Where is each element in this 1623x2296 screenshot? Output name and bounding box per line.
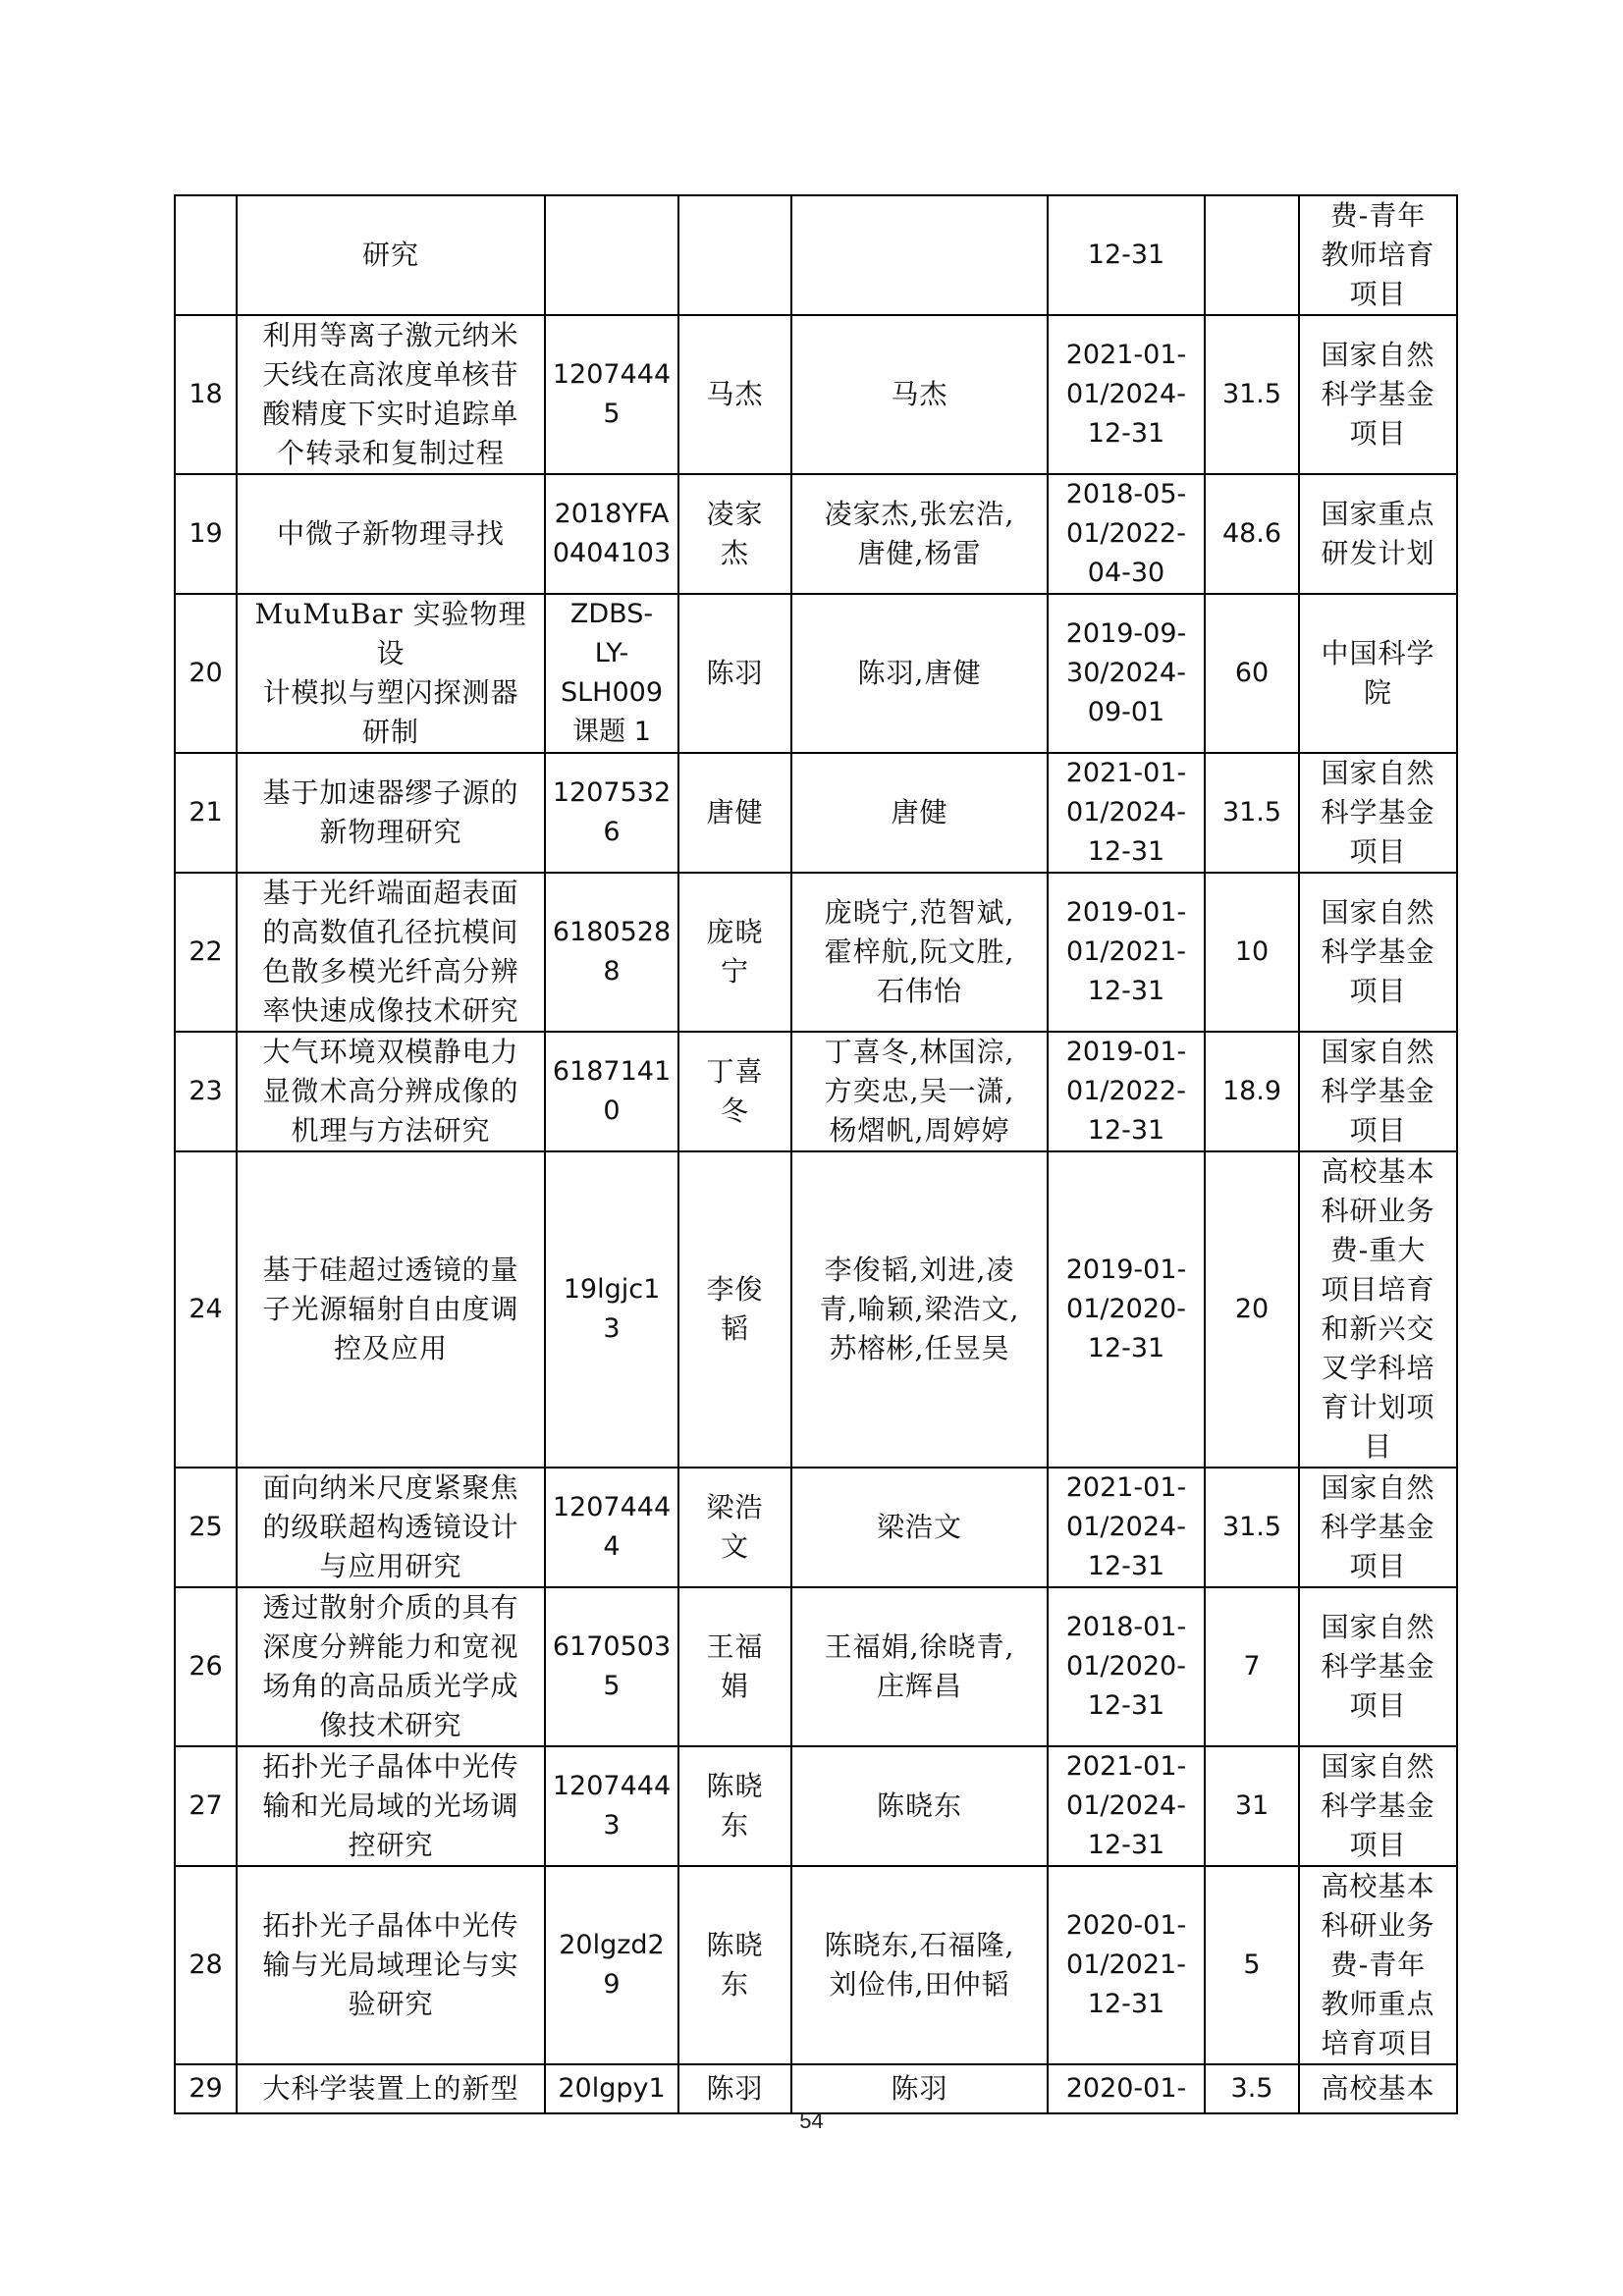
project-code: 20lgzd2 9 xyxy=(559,1930,665,2000)
project-members-cell xyxy=(791,1587,1048,1746)
project-members-cell xyxy=(791,1151,1048,1468)
project-code: 6180528 8 xyxy=(552,917,672,987)
row-number-cell xyxy=(175,1866,237,2064)
row-number: 19 xyxy=(189,518,223,549)
project-leader-cell xyxy=(678,1468,791,1587)
project-leader-cell xyxy=(678,2064,791,2113)
project-source: 国家自然 科学基金 项目 xyxy=(1321,896,1435,1007)
project-members-cell xyxy=(791,1866,1048,2064)
row-number: 24 xyxy=(189,1294,223,1324)
project-members-cell xyxy=(791,315,1048,474)
project-members-cell xyxy=(791,873,1048,1032)
project-name: 基于加速器缪子源的 新物理研究 xyxy=(262,776,519,848)
project-period-cell xyxy=(1048,315,1205,474)
project-amount: 31.5 xyxy=(1221,379,1282,409)
project-code: 1207444 4 xyxy=(552,1492,672,1562)
project-period: 2019-01- 01/2021- 12-31 xyxy=(1065,897,1187,1006)
row-number-cell xyxy=(175,1032,237,1151)
project-code: 20lgpy1 xyxy=(558,2073,666,2104)
project-table xyxy=(174,194,1458,2114)
project-source-cell xyxy=(1299,474,1457,594)
project-leader: 唐健 xyxy=(706,796,764,828)
row-number: 20 xyxy=(189,658,223,688)
project-period: 2020-01- xyxy=(1065,2073,1187,2104)
project-period: 2021-01- 01/2024- 12-31 xyxy=(1065,340,1187,449)
project-leader-cell xyxy=(678,1151,791,1468)
row-number-cell xyxy=(175,1587,237,1746)
project-name: 透过散射介质的具有 深度分辨能力和宽视 场角的高品质光学成 像技术研究 xyxy=(262,1591,519,1741)
project-leader-cell xyxy=(678,594,791,753)
project-members-cell xyxy=(791,594,1048,753)
project-name: 大气环境双模静电力 显微术高分辨成像的 机理与方法研究 xyxy=(262,1036,519,1147)
project-members: 陈晓东 xyxy=(876,1789,962,1822)
project-name-cell xyxy=(237,1151,545,1468)
project-code-cell xyxy=(545,315,678,474)
project-leader: 梁浩 文 xyxy=(706,1491,764,1563)
project-code-cell xyxy=(545,1746,678,1866)
project-code: ZDBS- LY- SLH009 课题 1 xyxy=(560,599,664,747)
project-period-cell xyxy=(1048,2064,1205,2113)
project-members: 马杰 xyxy=(891,378,948,410)
project-leader: 陈晓 东 xyxy=(706,1770,764,1842)
row-number: 25 xyxy=(189,1512,223,1542)
table-row xyxy=(175,474,1457,594)
project-name: 中微子新物理寻找 xyxy=(276,517,505,550)
project-members-cell xyxy=(791,195,1048,315)
project-source: 高校基本 xyxy=(1321,2072,1435,2105)
project-source: 国家自然 科学基金 项目 xyxy=(1321,339,1435,450)
project-leader-cell xyxy=(678,1587,791,1746)
project-name: 研究 xyxy=(361,239,419,271)
project-leader-cell xyxy=(678,1032,791,1151)
project-code: 6187141 0 xyxy=(552,1056,672,1126)
project-leader-cell xyxy=(678,873,791,1032)
project-source-cell xyxy=(1299,1468,1457,1587)
project-source: 中国科学 院 xyxy=(1321,637,1435,709)
project-period-cell xyxy=(1048,1468,1205,1587)
project-period: 2020-01- 01/2021- 12-31 xyxy=(1065,1910,1187,2019)
project-source-cell xyxy=(1299,195,1457,315)
project-amount-cell xyxy=(1205,1746,1299,1866)
row-number: 18 xyxy=(189,379,223,409)
row-number-cell xyxy=(175,1746,237,1866)
project-source-cell xyxy=(1299,873,1457,1032)
project-source: 国家自然 科学基金 项目 xyxy=(1321,1750,1435,1861)
project-members: 丁喜冬,林国淙, 方奕忠,吴一潇, 杨熠帆,周婷婷 xyxy=(824,1036,1015,1147)
project-period-cell xyxy=(1048,1151,1205,1468)
project-source: 国家自然 科学基金 项目 xyxy=(1321,1036,1435,1147)
project-members-cell xyxy=(791,1032,1048,1151)
project-name: 面向纳米尺度紧聚焦 的级联超构透镜设计 与应用研究 xyxy=(262,1471,519,1582)
project-leader: 李俊 韬 xyxy=(706,1273,764,1345)
project-amount: 31.5 xyxy=(1221,1512,1282,1542)
project-name-cell xyxy=(237,315,545,474)
table-row xyxy=(175,2064,1457,2113)
project-period-cell xyxy=(1048,594,1205,753)
page-number: 54 xyxy=(799,2109,824,2133)
project-source-cell xyxy=(1299,594,1457,753)
project-source-cell xyxy=(1299,2064,1457,2113)
project-period-cell xyxy=(1048,873,1205,1032)
table-row xyxy=(175,315,1457,474)
project-name-cell xyxy=(237,1032,545,1151)
project-amount: 31 xyxy=(1234,1790,1270,1821)
row-number-cell xyxy=(175,1151,237,1468)
project-name: 拓扑光子晶体中光传 输与光局域理论与实 验研究 xyxy=(262,1909,519,2020)
project-name: MuMuBar 实验物理设 计模拟与塑闪探测器 研制 xyxy=(254,598,527,748)
project-code-cell xyxy=(545,1032,678,1151)
project-leader-cell xyxy=(678,1746,791,1866)
table-row xyxy=(175,1866,1457,2064)
project-members: 王福娟,徐晓青, 庄辉昌 xyxy=(824,1630,1015,1702)
project-leader: 陈羽 xyxy=(706,657,764,689)
project-name-cell xyxy=(237,1587,545,1746)
project-members: 庞晓宁,范智斌, 霍梓航,阮文胜, 石伟怡 xyxy=(824,896,1015,1007)
project-amount: 5 xyxy=(1243,1949,1261,1980)
row-number-cell xyxy=(175,315,237,474)
project-source-cell xyxy=(1299,1587,1457,1746)
project-period: 2021-01- 01/2024- 12-31 xyxy=(1065,1472,1187,1581)
project-code: 1207444 5 xyxy=(552,359,672,429)
project-name-cell xyxy=(237,195,545,315)
project-period: 2019-01- 01/2020- 12-31 xyxy=(1065,1255,1187,1363)
project-leader: 马杰 xyxy=(706,378,764,410)
project-amount: 60 xyxy=(1234,658,1270,688)
project-period: 2018-05- 01/2022- 04-30 xyxy=(1065,479,1187,588)
project-code-cell xyxy=(545,195,678,315)
table-row xyxy=(175,1587,1457,1746)
project-name-cell xyxy=(237,2064,545,2113)
project-members: 陈羽 xyxy=(891,2072,948,2105)
row-number: 23 xyxy=(189,1076,223,1106)
row-number-cell xyxy=(175,753,237,873)
table-row xyxy=(175,594,1457,753)
project-leader-cell xyxy=(678,1866,791,2064)
project-name: 大科学装置上的新型 xyxy=(262,2072,519,2105)
project-members-cell xyxy=(791,753,1048,873)
project-code-cell xyxy=(545,474,678,594)
project-name: 拓扑光子晶体中光传 输和光局域的光场调 控研究 xyxy=(262,1750,519,1861)
project-code: 19lgjc1 3 xyxy=(563,1274,661,1344)
project-source: 高校基本 科研业务 费-青年 教师重点 培育项目 xyxy=(1321,1870,1435,2059)
project-leader-cell xyxy=(678,315,791,474)
row-number: 27 xyxy=(189,1790,223,1821)
project-amount-cell xyxy=(1205,1866,1299,2064)
project-source-cell xyxy=(1299,753,1457,873)
project-code-cell xyxy=(545,753,678,873)
project-code: 1207532 6 xyxy=(552,777,672,847)
project-members-cell xyxy=(791,474,1048,594)
project-leader: 陈羽 xyxy=(706,2072,764,2105)
project-amount-cell xyxy=(1205,594,1299,753)
project-source: 高校基本 科研业务 费-重大 项目培育 和新兴交 叉学科培 育计划项 目 xyxy=(1321,1155,1435,1463)
project-amount-cell xyxy=(1205,873,1299,1032)
table-row xyxy=(175,1151,1457,1468)
project-leader-cell xyxy=(678,474,791,594)
project-name-cell xyxy=(237,1746,545,1866)
project-leader: 王福 娟 xyxy=(706,1630,764,1702)
project-code-cell xyxy=(545,1866,678,2064)
row-number-cell xyxy=(175,195,237,315)
project-leader-cell xyxy=(678,753,791,873)
project-period-cell xyxy=(1048,753,1205,873)
row-number-cell xyxy=(175,2064,237,2113)
table-row xyxy=(175,1746,1457,1866)
project-source: 国家自然 科学基金 项目 xyxy=(1321,1471,1435,1582)
project-leader: 凌家 杰 xyxy=(706,498,764,569)
project-source: 费-青年 教师培育 项目 xyxy=(1321,199,1435,310)
row-number: 22 xyxy=(189,936,223,967)
project-source-cell xyxy=(1299,1151,1457,1468)
project-name: 基于硅超过透镜的量 子光源辐射自由度调 控及应用 xyxy=(262,1254,519,1364)
table-row xyxy=(175,873,1457,1032)
project-amount: 18.9 xyxy=(1221,1076,1282,1106)
project-amount: 3.5 xyxy=(1230,2073,1273,2104)
project-amount: 20 xyxy=(1234,1294,1270,1324)
project-name: 基于光纤端面超表面 的高数值孔径抗模间 色散多模光纤高分辨 率快速成像技术研究 xyxy=(262,877,519,1027)
project-amount-cell xyxy=(1205,474,1299,594)
project-source: 国家自然 科学基金 项目 xyxy=(1321,757,1435,868)
project-name-cell xyxy=(237,474,545,594)
project-period-cell xyxy=(1048,1587,1205,1746)
row-number-cell xyxy=(175,474,237,594)
project-amount-cell xyxy=(1205,1151,1299,1468)
project-period: 2018-01- 01/2020- 12-31 xyxy=(1065,1612,1187,1721)
project-amount-cell xyxy=(1205,195,1299,315)
project-code-cell xyxy=(545,594,678,753)
project-members: 李俊韬,刘进,凌 青,喻颖,梁浩文, 苏榕彬,任昱昊 xyxy=(819,1254,1020,1364)
project-name-cell xyxy=(237,873,545,1032)
project-period-cell xyxy=(1048,1746,1205,1866)
project-period: 2019-01- 01/2022- 12-31 xyxy=(1065,1037,1187,1146)
project-leader: 陈晓 东 xyxy=(706,1929,764,2001)
project-period-cell xyxy=(1048,1032,1205,1151)
project-period-cell xyxy=(1048,195,1205,315)
project-name-cell xyxy=(237,1468,545,1587)
project-members-cell xyxy=(791,1468,1048,1587)
project-code: 6170503 5 xyxy=(552,1631,672,1701)
project-source-cell xyxy=(1299,315,1457,474)
row-number: 26 xyxy=(189,1651,223,1682)
project-source: 国家重点 研发计划 xyxy=(1321,498,1435,569)
row-number: 21 xyxy=(189,797,223,828)
project-source: 国家自然 科学基金 项目 xyxy=(1321,1611,1435,1722)
project-amount-cell xyxy=(1205,1587,1299,1746)
project-amount: 10 xyxy=(1234,936,1270,967)
project-leader: 庞晓 宁 xyxy=(706,916,764,988)
project-members-cell xyxy=(791,2064,1048,2113)
project-source-cell xyxy=(1299,1746,1457,1866)
project-members: 陈晓东,石福隆, 刘俭伟,田仲韬 xyxy=(824,1929,1015,2001)
table-row xyxy=(175,195,1457,315)
project-source-cell xyxy=(1299,1866,1457,2064)
project-period-cell xyxy=(1048,474,1205,594)
project-source-cell xyxy=(1299,1032,1457,1151)
project-code: 2018YFA 0404103 xyxy=(552,499,672,568)
project-period: 2019-09- 30/2024- 09-01 xyxy=(1065,618,1187,727)
row-number-cell xyxy=(175,873,237,1032)
project-code-cell xyxy=(545,873,678,1032)
project-leader-cell xyxy=(678,195,791,315)
project-leader: 丁喜 冬 xyxy=(706,1055,764,1127)
project-period: 12-31 xyxy=(1087,240,1165,270)
project-amount-cell xyxy=(1205,1032,1299,1151)
project-amount: 48.6 xyxy=(1221,518,1282,549)
project-period: 2021-01- 01/2024- 12-31 xyxy=(1065,758,1187,867)
row-number-cell xyxy=(175,1468,237,1587)
project-amount-cell xyxy=(1205,315,1299,474)
project-code-cell xyxy=(545,1468,678,1587)
project-members: 梁浩文 xyxy=(876,1511,962,1543)
project-period-cell xyxy=(1048,1866,1205,2064)
project-period: 2021-01- 01/2024- 12-31 xyxy=(1065,1751,1187,1860)
row-number: 29 xyxy=(189,2073,223,2104)
row-number: 28 xyxy=(189,1949,223,1980)
project-code-cell xyxy=(545,1151,678,1468)
project-members: 陈羽,唐健 xyxy=(857,657,982,689)
project-name-cell xyxy=(237,753,545,873)
project-members-cell xyxy=(791,1746,1048,1866)
project-code-cell xyxy=(545,1587,678,1746)
project-name-cell xyxy=(237,594,545,753)
table-row xyxy=(175,1468,1457,1587)
row-number-cell xyxy=(175,594,237,753)
project-code-cell xyxy=(545,2064,678,2113)
table-row xyxy=(175,1032,1457,1151)
project-members: 唐健 xyxy=(891,796,948,828)
project-name: 利用等离子激元纳米 天线在高浓度单核苷 酸精度下实时追踪单 个转录和复制过程 xyxy=(262,319,519,469)
project-amount-cell xyxy=(1205,2064,1299,2113)
project-members: 凌家杰,张宏浩, 唐健,杨雷 xyxy=(824,498,1015,569)
project-amount-cell xyxy=(1205,753,1299,873)
project-amount: 31.5 xyxy=(1221,797,1282,828)
project-name-cell xyxy=(237,1866,545,2064)
table-row xyxy=(175,753,1457,873)
project-amount: 7 xyxy=(1243,1651,1261,1682)
project-amount-cell xyxy=(1205,1468,1299,1587)
project-code: 1207444 3 xyxy=(552,1771,672,1841)
